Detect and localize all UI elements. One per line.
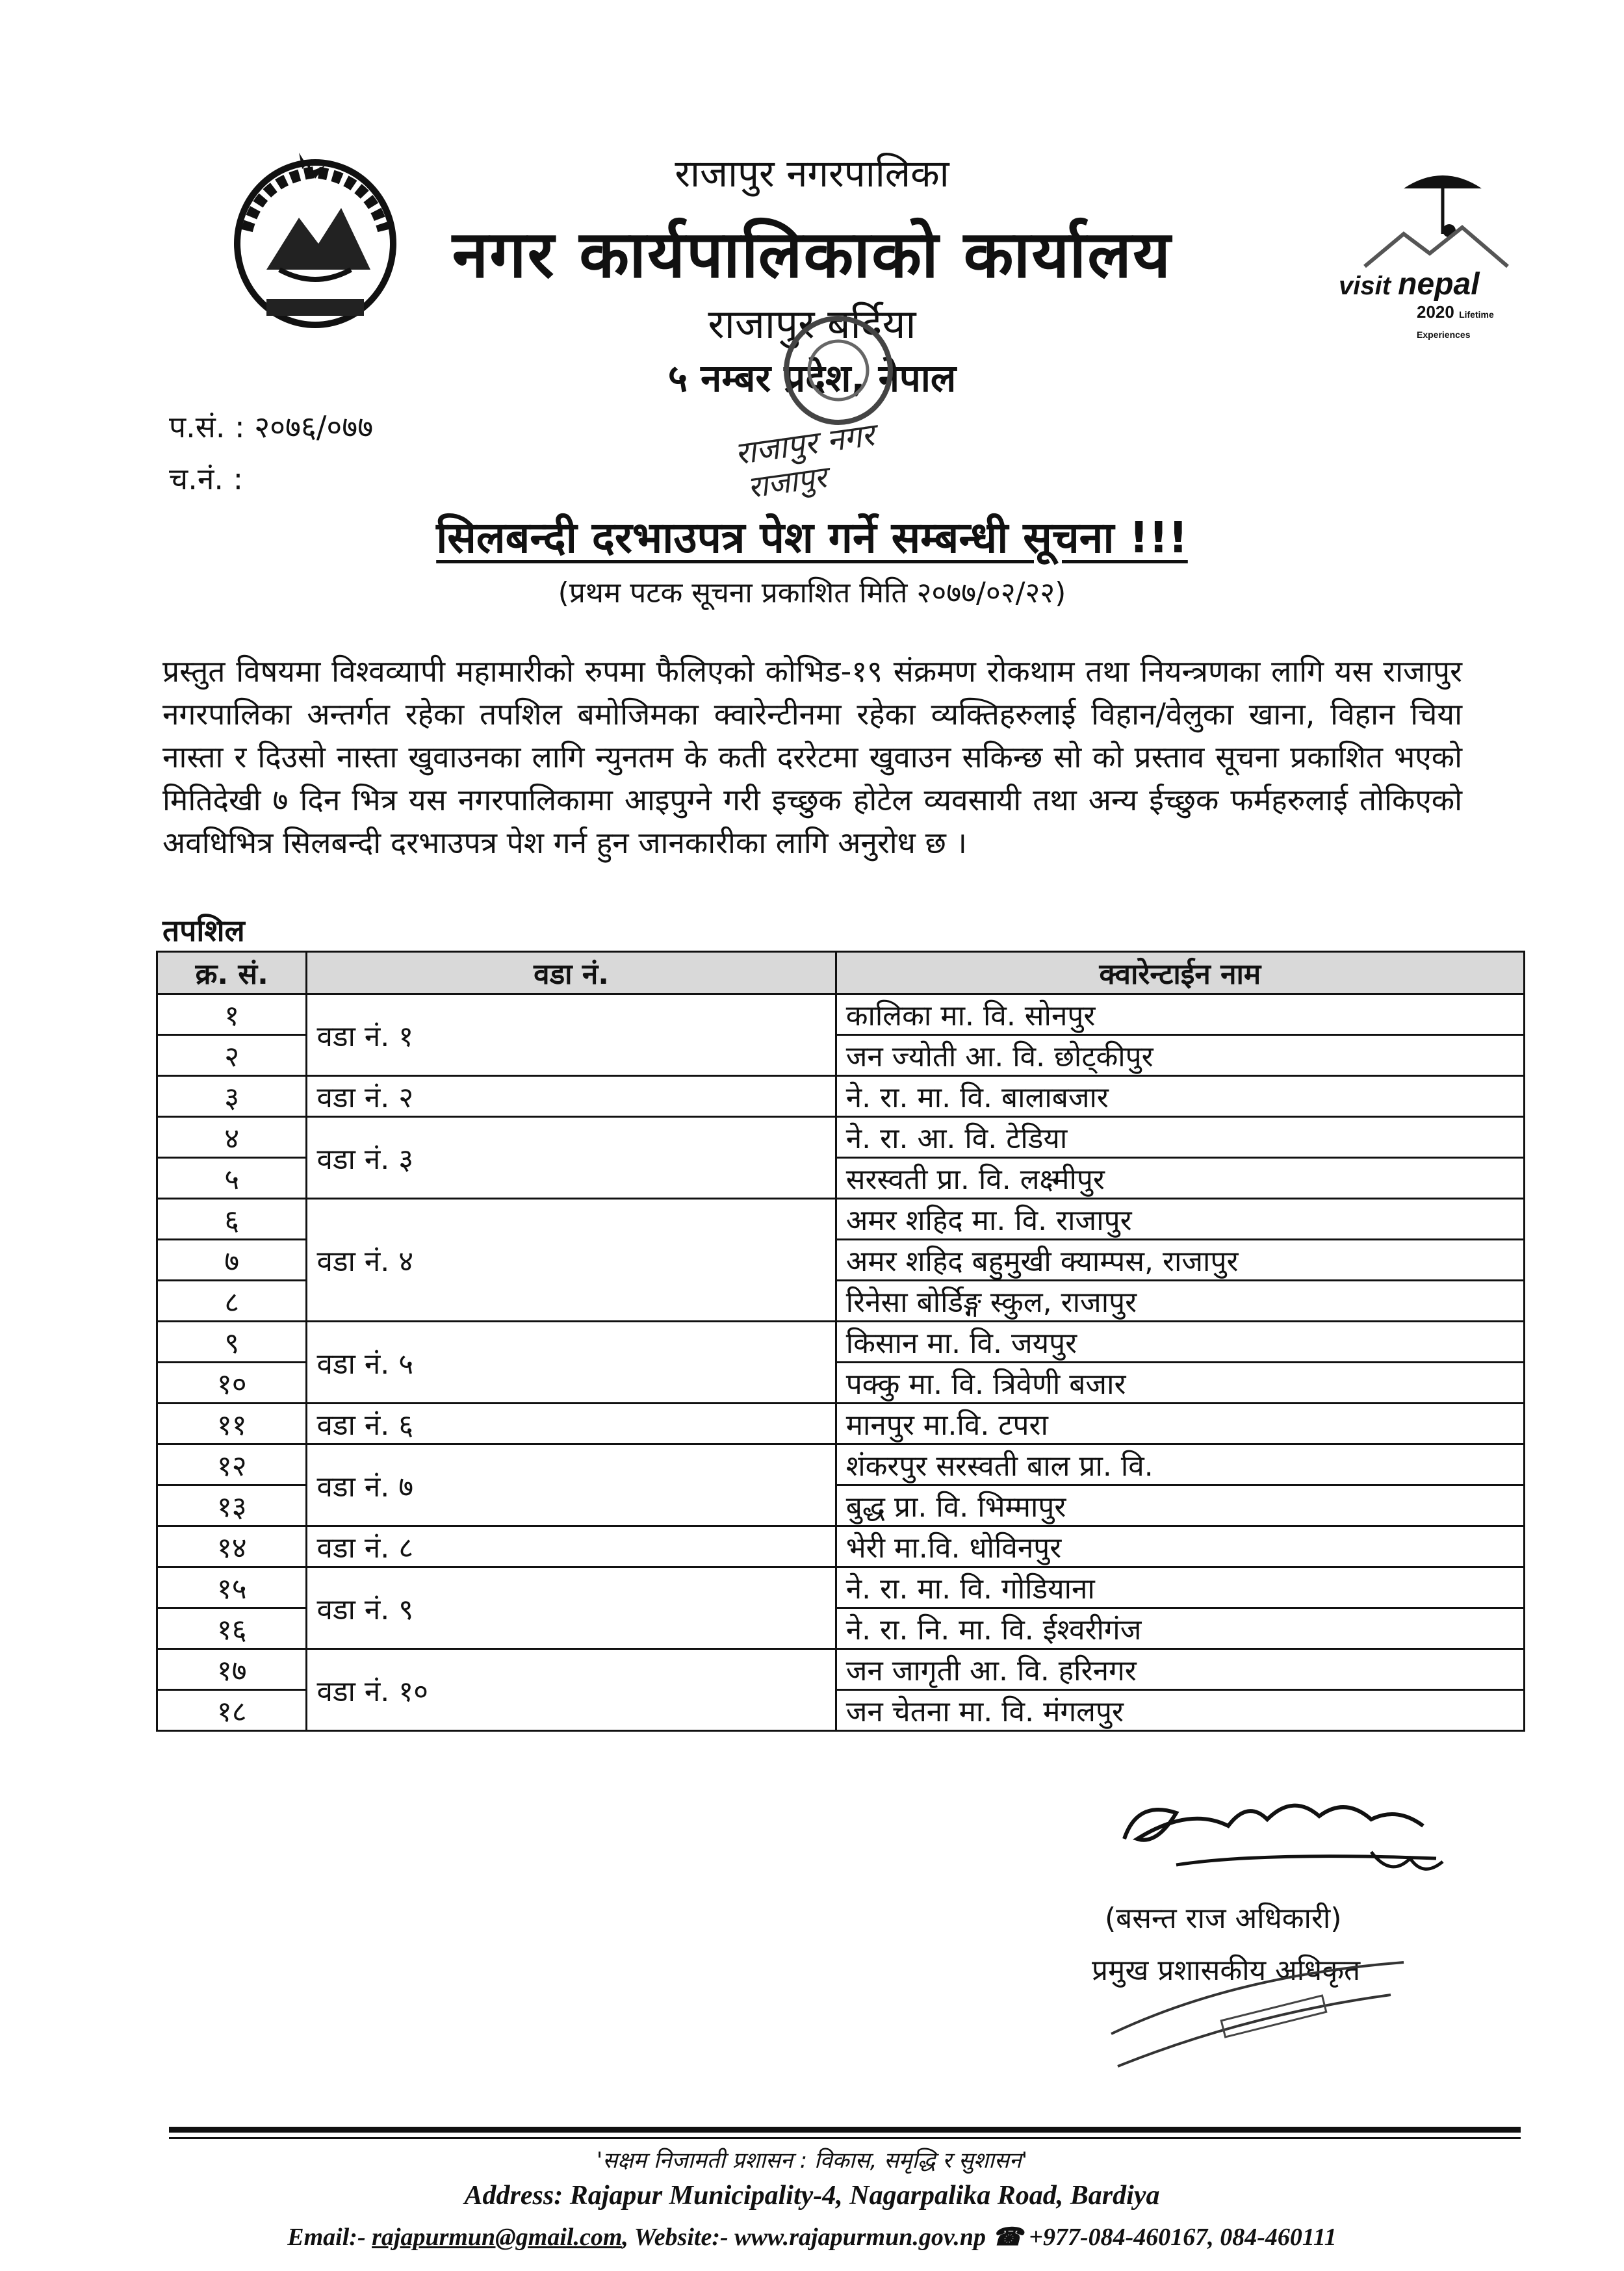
footer-divider-thick (169, 2127, 1521, 2133)
officer-stamp-icon (1105, 1949, 1410, 2073)
stamp-text-1: राजापुर नगर (732, 417, 877, 472)
table-row (157, 1322, 1525, 1363)
notice-subtitle: (प्रथम पटक सूचना प्रकाशित मिति २०७७/०२/२२) (558, 576, 1066, 609)
quarantine-name-cell: अमर शहिद मा. वि. राजापुर (836, 1199, 1524, 1240)
serial-number-cell: १० (157, 1363, 307, 1404)
email-label: Email:- (287, 2224, 372, 2251)
ward-cell: वडा नं. ७ (307, 1444, 836, 1526)
ward-cell: वडा नं. ८ (307, 1526, 836, 1567)
table-row (157, 1117, 1525, 1158)
office-location: राजापुर बर्दिया (708, 300, 916, 348)
serial-number-cell: ११ (157, 1404, 307, 1444)
serial-number-cell: ३ (157, 1076, 307, 1117)
quarantine-table (156, 951, 1525, 1732)
notice-body: प्रस्तुत विषयमा विश्वव्यापी महामारीको रुपमा फैलिएको कोभिड-१९ संक्रमण रोकथाम तथा नियन्त्रणका लागि यस राजापुर नगरपालिका अन्तर्गत रहेका तपशिल बमोजिमका क्वारेन्टीनमा रहेका व्यक्तिहरुलाई विहान/वेलुका खाना, विहान चिया नास्ता र दिउसो नास्ता खुवाउनका लागि न्युनतम के कती दररेटमा खुवाउन सकिन्छ सो को प्रस्ताव सूचना प्रकाशित भएको मितिदेखी ७ दिन भित्र यस नगरपालिकामा आइपुग्ने गरी इच्छुक होटेल व्यवसायी तथा अन्य ईच्छुक फर्महरुलाई तोकिएको अवधिभित्र सिलबन्दी दरभाउपत्र पेश गर्न हुन जानकारीका लागि अनुरोध छ । (162, 654, 1462, 860)
province-line: ५ नम्बर प्रदेश, नेपाल (667, 356, 957, 400)
telephone-icon: ☎ (992, 2224, 1023, 2251)
header-ward: वडा नं. (307, 952, 836, 994)
quarantine-name-cell: भेरी मा.वि. धोविनपुर (836, 1526, 1524, 1567)
ward-cell: वडा नं. २ (307, 1076, 836, 1117)
serial-number-cell: १७ (157, 1649, 307, 1690)
quarantine-name-cell: जन ज्योती आ. वि. छोट्कीपुर (836, 1035, 1524, 1076)
visit-text: visit (1339, 272, 1391, 300)
table-row (157, 1526, 1525, 1567)
table-body (157, 994, 1525, 1731)
table-row (157, 1444, 1525, 1485)
table-row (157, 1567, 1525, 1608)
signature-icon (1098, 1780, 1462, 1904)
notice-title-text: सिलबन्दी दरभाउपत्र पेश गर्ने सम्बन्धी सूचना !!! (436, 513, 1188, 563)
serial-number-cell: १५ (157, 1567, 307, 1608)
table-header-row (157, 952, 1525, 994)
quarantine-name-cell: ने. रा. मा. वि. बालाबजार (836, 1076, 1524, 1117)
dispatch-number: च.नं. : (169, 461, 244, 496)
table-row (157, 1404, 1525, 1444)
office-name: नगर कार्यपालिकाको कार्यालय (452, 216, 1172, 292)
quarantine-name-cell: ने. रा. आ. वि. टेडिया (836, 1117, 1524, 1158)
signatory-title: प्रमुख प्रशासकीय अधिकृत (1092, 1954, 1361, 1987)
signatory-name: (बसन्त राज अधिकारी) (1105, 1902, 1342, 1935)
nepal-text: nepal (1398, 267, 1480, 302)
quarantine-name-cell: शंकरपुर सरस्वती बाल प्रा. वि. (836, 1444, 1524, 1485)
email-link[interactable]: rajapurmun@gmail.com (372, 2224, 623, 2251)
tagline-1: Lifetime (1459, 309, 1494, 320)
serial-number-cell: १६ (157, 1608, 307, 1649)
serial-number-cell: १३ (157, 1485, 307, 1526)
ward-cell: वडा नं. १० (307, 1649, 836, 1731)
serial-number-cell: ७ (157, 1240, 307, 1281)
quarantine-name-cell: कालिका मा. वि. सोनपुर (836, 994, 1524, 1035)
serial-number-cell: ६ (157, 1199, 307, 1240)
header-quarantine-name: क्वारेन्टाईन नाम (836, 952, 1524, 994)
reference-number: प.सं. : २०७६/०७७ (169, 409, 374, 444)
quarantine-name-cell: किसान मा. वि. जयपुर (836, 1322, 1524, 1363)
header-serial: क्र. सं. (157, 952, 307, 994)
quarantine-name-cell: बुद्ध प्रा. वि. भिम्मापुर (836, 1485, 1524, 1526)
serial-number-cell: ८ (157, 1281, 307, 1322)
details-heading: तपशिल (162, 913, 245, 948)
phone-numbers: +977-084-460167, 084-460111 (1029, 2224, 1337, 2251)
quarantine-name-cell: जन चेतना मा. वि. मंगलपुर (836, 1690, 1524, 1731)
serial-number-cell: १४ (157, 1526, 307, 1567)
footer-divider-thin (169, 2137, 1521, 2139)
quarantine-name-cell: अमर शहिद बहुमुखी क्याम्पस, राजापुर (836, 1240, 1524, 1281)
serial-number-cell: १ (157, 994, 307, 1035)
municipality-name: राजापुर नगरपालिका (675, 151, 949, 196)
quarantine-name-cell: ने. रा. नि. मा. वि. ईश्वरीगंज (836, 1608, 1524, 1649)
ward-cell: वडा नं. ९ (307, 1567, 836, 1649)
footer-contact (0, 2222, 1624, 2252)
notice-title (0, 507, 1624, 565)
table-row (157, 1076, 1525, 1117)
quarantine-name-cell: जन जागृती आ. वि. हरिनगर (836, 1649, 1524, 1690)
serial-number-cell: १२ (157, 1444, 307, 1485)
ward-cell: वडा नं. ३ (307, 1117, 836, 1199)
website-link[interactable]: www.rajapurmun.gov.np (734, 2224, 986, 2251)
quarantine-name-cell: रिनेसा बोर्डिङ्ग स्कुल, राजापुर (836, 1281, 1524, 1322)
serial-number-cell: १८ (157, 1690, 307, 1731)
serial-number-cell: ४ (157, 1117, 307, 1158)
website-label: , Website:- (622, 2224, 735, 2251)
footer-motto: 'सक्षम निजामती प्रशासन : विकास, समृद्धि र सुशासन' (596, 2148, 1028, 2174)
quarantine-name-cell: ने. रा. मा. वि. गोडियाना (836, 1567, 1524, 1608)
table-row (157, 1199, 1525, 1240)
table-row (157, 1649, 1525, 1690)
year-text: 2020 (1417, 302, 1454, 322)
table-row (157, 994, 1525, 1035)
quarantine-name-cell: पक्कु मा. वि. त्रिवेणी बजार (836, 1363, 1524, 1404)
footer-address: Address: Rajapur Municipality-4, Nagarpalika Road, Bardiya (464, 2181, 1160, 2211)
ward-cell: वडा नं. ६ (307, 1404, 836, 1444)
ward-cell: वडा नं. १ (307, 994, 836, 1076)
quarantine-name-cell: सरस्वती प्रा. वि. लक्ष्मीपुर (836, 1158, 1524, 1199)
serial-number-cell: ५ (157, 1158, 307, 1199)
ward-cell: वडा नं. ५ (307, 1322, 836, 1404)
stamp-text-2: राजापुर (745, 459, 829, 506)
ward-cell: वडा नं. ४ (307, 1199, 836, 1322)
tagline-2: Experiences (1417, 329, 1471, 340)
serial-number-cell: ९ (157, 1322, 307, 1363)
serial-number-cell: २ (157, 1035, 307, 1076)
office-stamp (702, 312, 936, 507)
quarantine-name-cell: मानपुर मा.वि. टपरा (836, 1404, 1524, 1444)
